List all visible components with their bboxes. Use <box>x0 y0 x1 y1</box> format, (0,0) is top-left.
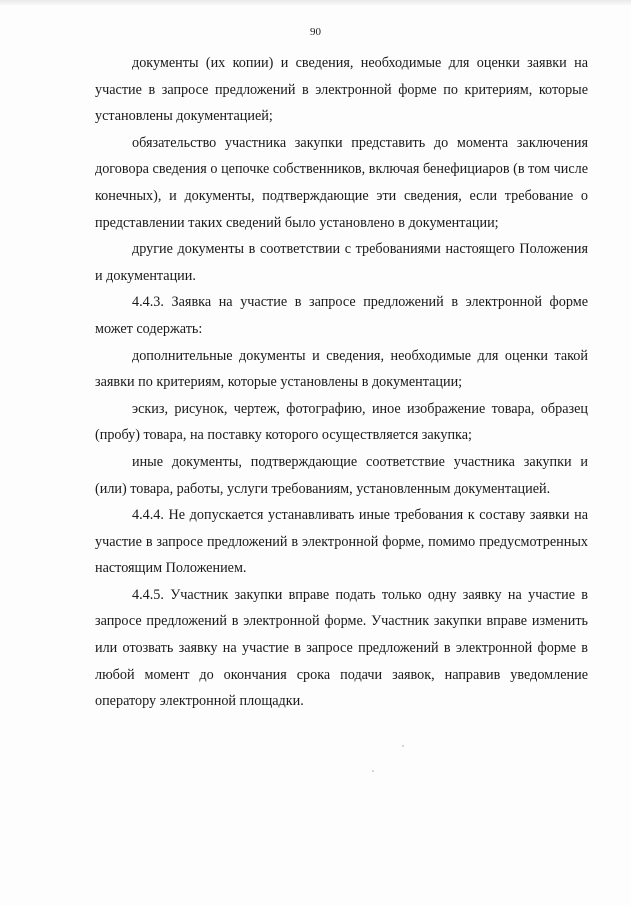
paragraph-sketch-sample: эскиз, рисунок, чертеж, фотографию, иное изображение товара, образец (пробу) товара, на поставку которого осуществляется закупка; <box>95 400 588 444</box>
paragraph-clause-4-4-4: 4.4.4. Не допускается устанавливать иные требования к составу заявки на участие в запросе предложений в электронной форме, помимо предусмотренных настоящим Положением. <box>95 507 588 577</box>
document-body <box>95 50 588 715</box>
paragraph-clause-4-4-5: 4.4.5. Участник закупки вправе подать только одну заявку на участие в запросе предложений в электронной форме. Участник закупки вправе изменить или отозвать заявку на участие в запросе предложений в электронной форме в любой момент до окончания срока подачи заявок, направив уведомление оператору электронной площадки. <box>95 586 588 710</box>
paragraph-application-documents: документы (их копии) и сведения, необходимые для оценки заявки на участие в запросе предложений в электронной форме по критериям, которые установлены документацией; <box>95 55 588 125</box>
paragraph-clause-4-4-3: 4.4.3. Заявка на участие в запросе предложений в электронной форме может содержать: <box>95 294 588 337</box>
page-number: 90 <box>310 26 321 38</box>
scan-speck <box>372 770 374 772</box>
paragraph-ownership-obligation: обязательство участника закупки представить до момента заключения договора сведения о цепочке собственников, включая бенефициаров (в том числе конечных), и документы, подтверждающие эти сведения, если требование о представлении таких сведений было установлено в документации; <box>95 134 588 231</box>
paragraph-compliance-documents: иные документы, подтверждающие соответствие участника закупки и (или) товара, работы, услуги требованиям, установленным документацией. <box>95 453 588 497</box>
paragraph-additional-documents: дополнительные документы и сведения, необходимые для оценки такой заявки по критериям, которые установлены в документации; <box>95 347 588 391</box>
paragraph-other-documents: другие документы в соответствии с требованиями настоящего Положения и документации. <box>95 241 588 284</box>
scan-edge <box>0 0 631 6</box>
scan-speck <box>402 745 404 747</box>
